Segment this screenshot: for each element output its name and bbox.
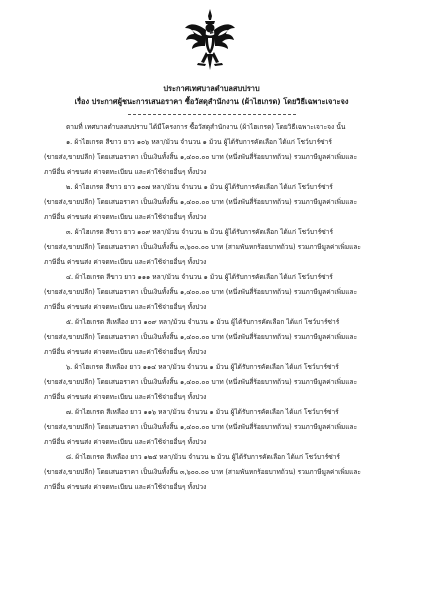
item-line-2: (ขายส่ง,ขายปลีก) โดยเสนอราคา เป็นเงินทั้งสิ้น ๑,๔๐๐.๐๐ บาท (หนึ่งพันสี่ร้อยบาทถ้วน) รวมภาษีมูลค่าเพิ่มและ	[44, 198, 358, 206]
list-item	[44, 270, 390, 315]
item-line-1: ๑. ผ้าไฮเกรด สีขาว ยาว ๑๐๖ หลา/ม้วน จำนวน ๑ ม้วน ผู้ได้รับการคัดเลือก ได้แก่ โชว์บาร์ซ่าร์	[66, 138, 332, 146]
item-line-1: ๕. ผ้าไฮเกรด สีเหลือง ยาว ๑๐๙ หลา/ม้วน จำนวน ๑ ม้วน ผู้ได้รับการคัดเลือก ได้แก่ โชว์บาร์ซ่าร์	[66, 318, 340, 326]
document-subject: เรื่อง ประกาศผู้ชนะการเสนอราคา ซื้อวัสดุสำนักงาน (ผ้าไฮเกรด) โดยวิธีเฉพาะเจาะจง	[74, 97, 349, 106]
item-line-3: ภาษีอื่น ค่าขนส่ง ค่าจดทะเบียน และค่าใช้จ่ายอื่นๆ ทั้งปวง	[44, 438, 207, 446]
list-item	[44, 360, 390, 405]
item-line-2: (ขายส่ง,ขายปลีก) โดยเสนอราคา เป็นเงินทั้งสิ้น ๑,๔๐๐.๐๐ บาท (หนึ่งพันสี่ร้อยบาทถ้วน) รวมภาษีมูลค่าเพิ่มและ	[44, 333, 358, 341]
list-item	[44, 180, 390, 225]
item-line-3: ภาษีอื่น ค่าขนส่ง ค่าจดทะเบียน และค่าใช้จ่ายอื่นๆ ทั้งปวง	[44, 168, 207, 176]
list-item	[44, 135, 390, 180]
item-line-2: (ขายส่ง,ขายปลีก) โดยเสนอราคา เป็นเงินทั้งสิ้น ๑,๔๐๐.๐๐ บาท (หนึ่งพันสี่ร้อยบาทถ้วน) รวมภาษีมูลค่าเพิ่มและ	[44, 423, 358, 431]
item-line-3: ภาษีอื่น ค่าขนส่ง ค่าจดทะเบียน และค่าใช้จ่ายอื่นๆ ทั้งปวง	[44, 483, 207, 491]
title-divider	[128, 114, 296, 115]
intro-paragraph: ตามที่ เทศบาลตำบลสบปราบ ได้มีโครงการ ซื้อวัสดุสำนักงาน (ผ้าไฮเกรด) โดยวิธีเฉพาะเจาะจง นั้น	[66, 123, 346, 131]
item-line-2: (ขายส่ง,ขายปลีก) โดยเสนอราคา เป็นเงินทั้งสิ้น ๑,๔๐๐.๐๐ บาท (หนึ่งพันสี่ร้อยบาทถ้วน) รวมภาษีมูลค่าเพิ่มและ	[44, 378, 358, 386]
item-line-1: ๘. ผ้าไฮเกรด สีเหลือง ยาว ๑๒๕ หลา/ม้วน จำนวน ๒ ม้วน ผู้ได้รับการคัดเลือก ได้แก่ โชว์บาร์ซ่าร์	[66, 453, 340, 461]
item-line-2: (ขายส่ง,ขายปลีก) โดยเสนอราคา เป็นเงินทั้งสิ้น ๓,๖๐๐.๐๐ บาท (สามพันหกร้อยบาทถ้วน) รวมภาษีมูลค่าเพิ่มและ	[44, 243, 361, 251]
document-body	[44, 120, 390, 495]
item-line-3: ภาษีอื่น ค่าขนส่ง ค่าจดทะเบียน และค่าใช้จ่ายอื่นๆ ทั้งปวง	[44, 303, 207, 311]
item-line-1: ๗. ผ้าไฮเกรด สีเหลือง ยาว ๑๑๖ หลา/ม้วน จำนวน ๑ ม้วน ผู้ได้รับการคัดเลือก ได้แก่ โชว์บาร์ซ่าร์	[66, 408, 339, 416]
item-line-3: ภาษีอื่น ค่าขนส่ง ค่าจดทะเบียน และค่าใช้จ่ายอื่นๆ ทั้งปวง	[44, 348, 207, 356]
item-line-1: ๓. ผ้าไฮเกรด สีขาว ยาว ๑๐๙ หลา/ม้วน จำนวน ๒ ม้วน ผู้ได้รับการคัดเลือก ได้แก่ โชว์บาร์ซ่าร์	[66, 228, 334, 236]
item-line-1: ๔. ผ้าไฮเกรด สีขาว ยาว ๑๑๑ หลา/ม้วน จำนวน ๑ ม้วน ผู้ได้รับการคัดเลือก ได้แก่ โชว์บาร์ซ่าร์	[66, 273, 333, 281]
item-line-3: ภาษีอื่น ค่าขนส่ง ค่าจดทะเบียน และค่าใช้จ่ายอื่นๆ ทั้งปวง	[44, 393, 207, 401]
list-item	[44, 450, 390, 495]
list-item	[44, 315, 390, 360]
document-title: ประกาศเทศบาลตำบลสบปราบ	[163, 84, 260, 93]
item-line-2: (ขายส่ง,ขายปลีก) โดยเสนอราคา เป็นเงินทั้งสิ้น ๓,๖๐๐.๐๐ บาท (สามพันหกร้อยบาทถ้วน) รวมภาษีมูลค่าเพิ่มและ	[44, 468, 361, 476]
item-line-1: ๖. ผ้าไฮเกรด สีเหลือง ยาว ๑๑๔ หลา/ม้วน จำนวน ๑ ม้วน ผู้ได้รับการคัดเลือก ได้แก่ โชว์บาร์ซ่าร์	[66, 363, 339, 371]
item-line-2: (ขายส่ง,ขายปลีก) โดยเสนอราคา เป็นเงินทั้งสิ้น ๑,๔๐๐.๐๐ บาท (หนึ่งพันสี่ร้อยบาทถ้วน) รวมภาษีมูลค่าเพิ่มและ	[44, 288, 358, 296]
item-line-1: ๒. ผ้าไฮเกรด สีขาว ยาว ๑๐๗ หลา/ม้วน จำนวน ๑ ม้วน ผู้ได้รับการคัดเลือก ได้แก่ โชว์บาร์ซ่าร์	[66, 183, 333, 191]
item-line-2: (ขายส่ง,ขายปลีก) โดยเสนอราคา เป็นเงินทั้งสิ้น ๑,๔๐๐.๐๐ บาท (หนึ่งพันสี่ร้อยบาทถ้วน) รวมภาษีมูลค่าเพิ่มและ	[44, 153, 358, 161]
item-line-3: ภาษีอื่น ค่าขนส่ง ค่าจดทะเบียน และค่าใช้จ่ายอื่นๆ ทั้งปวง	[44, 213, 207, 221]
list-item	[44, 405, 390, 450]
garuda-emblem-icon	[184, 8, 236, 72]
item-line-3: ภาษีอื่น ค่าขนส่ง ค่าจดทะเบียน และค่าใช้จ่ายอื่นๆ ทั้งปวง	[44, 258, 207, 266]
list-item	[44, 225, 390, 270]
